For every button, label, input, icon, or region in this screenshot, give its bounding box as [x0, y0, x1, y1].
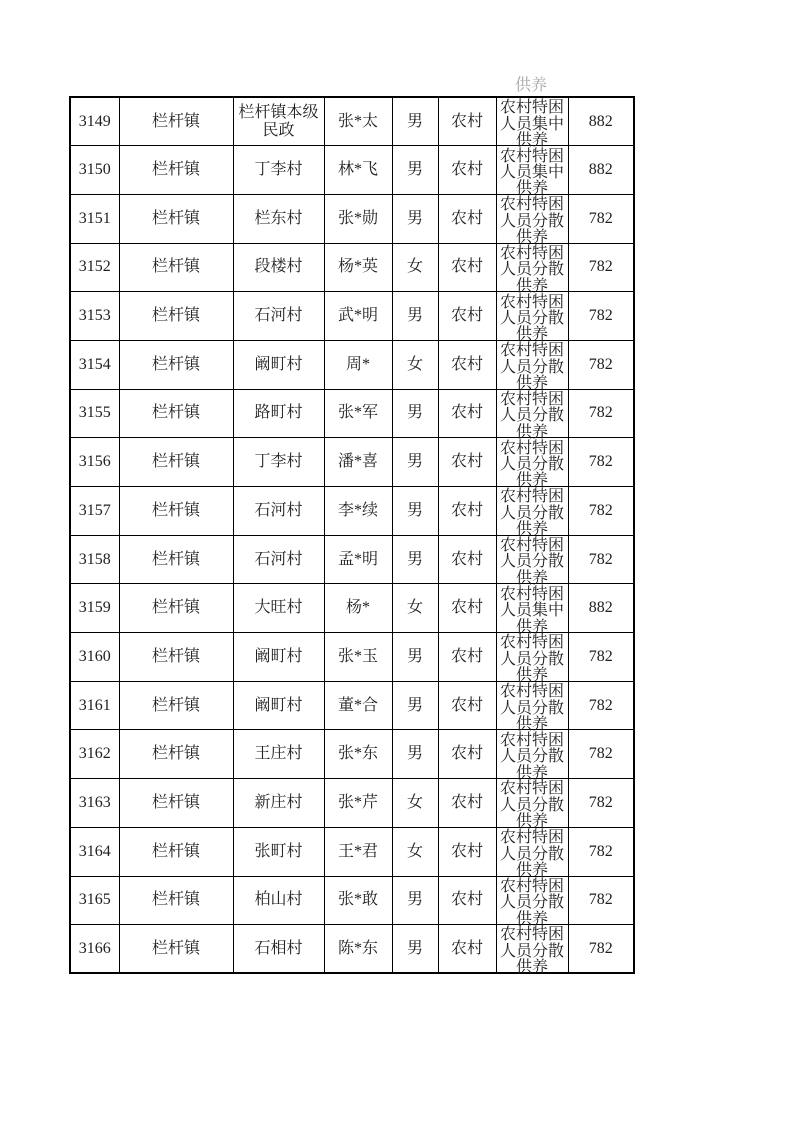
- table-row: [70, 876, 634, 925]
- cell-sequence-number: 3153: [70, 292, 119, 341]
- cell-person-name: 王*君: [324, 827, 392, 876]
- cell-sequence-number: 3156: [70, 438, 119, 487]
- cell-area-type: 农村: [438, 535, 496, 584]
- table-row: [70, 97, 634, 146]
- cell-person-name: 杨*: [324, 584, 392, 633]
- cell-person-name: 周*: [324, 340, 392, 389]
- cell-sequence-number: 3155: [70, 389, 119, 438]
- cell-gender: 男: [392, 194, 438, 243]
- cell-village-or-unit: 栏杆镇本级民政: [233, 97, 324, 146]
- cell-assistance-category: [496, 827, 568, 879]
- cell-amount: 782: [568, 340, 634, 389]
- assistance-category-text: 农村特困人员分散供养: [499, 293, 564, 344]
- cell-gender: 男: [392, 389, 438, 438]
- cell-area-type: 农村: [438, 389, 496, 438]
- table-row: [70, 925, 634, 974]
- cell-gender: 男: [392, 876, 438, 925]
- table-row: [70, 730, 634, 779]
- cell-person-name: 武*明: [324, 292, 392, 341]
- cell-town: 栏杆镇: [119, 925, 233, 974]
- cell-area-type: 农村: [438, 438, 496, 487]
- cell-person-name: 陈*东: [324, 925, 392, 974]
- cell-village-or-unit: 新庄村: [233, 779, 324, 828]
- cell-assistance-category: [496, 876, 568, 928]
- cell-gender: 男: [392, 633, 438, 682]
- clipped-text-remnant: [495, 77, 567, 95]
- cell-village-or-unit: 阚町村: [233, 633, 324, 682]
- table-row: [70, 779, 634, 828]
- assistance-category-text: 农村特困人员集中供养: [499, 99, 564, 149]
- cell-amount: 782: [568, 292, 634, 341]
- cell-person-name: 林*飞: [324, 146, 392, 195]
- cell-amount: 782: [568, 779, 634, 828]
- cell-amount: 782: [568, 925, 634, 974]
- cell-town: 栏杆镇: [119, 584, 233, 633]
- cell-village-or-unit: 石河村: [233, 535, 324, 584]
- cell-person-name: 张*芹: [324, 779, 392, 828]
- cell-town: 栏杆镇: [119, 535, 233, 584]
- cell-gender: 男: [392, 438, 438, 487]
- cell-area-type: 农村: [438, 292, 496, 341]
- assistance-category-text: 农村特困人员分散供养: [499, 926, 564, 977]
- cell-town: 栏杆镇: [119, 633, 233, 682]
- cell-gender: 男: [392, 681, 438, 730]
- assistance-category-text: 农村特困人员分散供养: [499, 439, 564, 490]
- table-row: [70, 681, 634, 730]
- cell-area-type: 农村: [438, 925, 496, 974]
- cell-assistance-category: [496, 243, 568, 295]
- cell-area-type: 农村: [438, 827, 496, 876]
- cell-person-name: 张*勋: [324, 194, 392, 243]
- cell-gender: 男: [392, 730, 438, 779]
- cell-gender: 男: [392, 97, 438, 146]
- cell-sequence-number: 3154: [70, 340, 119, 389]
- assistance-category-text: 农村特困人员分散供养: [499, 877, 564, 928]
- cell-village-or-unit: 柏山村: [233, 876, 324, 925]
- cell-gender: 男: [392, 535, 438, 584]
- cell-person-name: 潘*喜: [324, 438, 392, 487]
- cell-town: 栏杆镇: [119, 97, 233, 146]
- cell-gender: 女: [392, 243, 438, 292]
- cell-assistance-category: [496, 487, 568, 539]
- table-row: [70, 535, 634, 584]
- cell-gender: 男: [392, 487, 438, 536]
- cell-area-type: 农村: [438, 779, 496, 828]
- cell-village-or-unit: 王庄村: [233, 730, 324, 779]
- cell-area-type: 农村: [438, 633, 496, 682]
- cell-assistance-category: [496, 97, 568, 149]
- assistance-category-text: 农村特困人员分散供养: [499, 634, 564, 685]
- table-row: [70, 292, 634, 341]
- cell-amount: 782: [568, 194, 634, 243]
- cell-assistance-category: [496, 292, 568, 344]
- cell-assistance-category: [496, 633, 568, 685]
- cell-town: 栏杆镇: [119, 389, 233, 438]
- cell-village-or-unit: 丁李村: [233, 146, 324, 195]
- assistance-category-text: 农村特困人员分散供养: [499, 244, 564, 295]
- cell-gender: 男: [392, 146, 438, 195]
- cell-assistance-category: [496, 730, 568, 782]
- table-row: [70, 584, 634, 633]
- cell-person-name: 杨*英: [324, 243, 392, 292]
- cell-assistance-category: [496, 584, 568, 636]
- table-row: [70, 340, 634, 389]
- cell-sequence-number: 3150: [70, 146, 119, 195]
- cell-town: 栏杆镇: [119, 438, 233, 487]
- cell-area-type: 农村: [438, 97, 496, 146]
- cell-person-name: 张*军: [324, 389, 392, 438]
- cell-town: 栏杆镇: [119, 779, 233, 828]
- cell-assistance-category: [496, 389, 568, 441]
- cell-amount: 882: [568, 584, 634, 633]
- cell-town: 栏杆镇: [119, 876, 233, 925]
- cell-person-name: 李*续: [324, 487, 392, 536]
- table-row: [70, 146, 634, 195]
- cell-assistance-category: [496, 340, 568, 393]
- assistance-category-text: 农村特困人员分散供养: [499, 731, 564, 782]
- cell-town: 栏杆镇: [119, 827, 233, 876]
- cell-village-or-unit: 路町村: [233, 389, 324, 438]
- cell-amount: 782: [568, 438, 634, 487]
- cell-sequence-number: 3149: [70, 97, 119, 146]
- table-row: [70, 243, 634, 292]
- cell-village-or-unit: 大旺村: [233, 584, 324, 633]
- assistance-category-text: 农村特困人员分散供养: [499, 537, 564, 587]
- cell-person-name: 张*东: [324, 730, 392, 779]
- table-row: [70, 633, 634, 682]
- cell-amount: 782: [568, 730, 634, 779]
- cell-town: 栏杆镇: [119, 340, 233, 389]
- cell-sequence-number: 3151: [70, 194, 119, 243]
- cell-amount: 782: [568, 633, 634, 682]
- cell-gender: 女: [392, 584, 438, 633]
- cell-town: 栏杆镇: [119, 292, 233, 341]
- cell-assistance-category: [496, 779, 568, 831]
- cell-sequence-number: 3164: [70, 827, 119, 876]
- assistance-category-text: 农村特困人员分散供养: [499, 780, 564, 831]
- cell-gender: 男: [392, 925, 438, 974]
- cell-person-name: 张*敢: [324, 876, 392, 925]
- cell-town: 栏杆镇: [119, 730, 233, 779]
- cell-person-name: 张*太: [324, 97, 392, 146]
- cell-sequence-number: 3162: [70, 730, 119, 779]
- table-row: [70, 487, 634, 536]
- assistance-category-text: 农村特困人员分散供养: [499, 342, 564, 393]
- cell-sequence-number: 3158: [70, 535, 119, 584]
- cell-town: 栏杆镇: [119, 681, 233, 730]
- cell-town: 栏杆镇: [119, 194, 233, 243]
- cell-village-or-unit: 石河村: [233, 487, 324, 536]
- assistance-category-text: 农村特困人员分散供养: [499, 829, 564, 879]
- cell-amount: 882: [568, 146, 634, 195]
- cell-sequence-number: 3157: [70, 487, 119, 536]
- cell-area-type: 农村: [438, 487, 496, 536]
- cell-sequence-number: 3161: [70, 681, 119, 730]
- clipped-text-remnant-label: 供养: [514, 77, 547, 94]
- cell-village-or-unit: 阚町村: [233, 681, 324, 730]
- cell-area-type: 农村: [438, 340, 496, 389]
- cell-village-or-unit: 石相村: [233, 925, 324, 974]
- cell-area-type: 农村: [438, 146, 496, 195]
- cell-assistance-category: [496, 194, 568, 247]
- cell-gender: 女: [392, 827, 438, 876]
- cell-amount: 782: [568, 681, 634, 730]
- cell-area-type: 农村: [438, 584, 496, 633]
- assistance-category-text: 农村特困人员分散供养: [499, 488, 564, 539]
- cell-town: 栏杆镇: [119, 146, 233, 195]
- cell-person-name: 张*玉: [324, 633, 392, 682]
- cell-area-type: 农村: [438, 243, 496, 292]
- cell-amount: 882: [568, 97, 634, 146]
- cell-person-name: 董*合: [324, 681, 392, 730]
- cell-area-type: 农村: [438, 876, 496, 925]
- cell-village-or-unit: 张町村: [233, 827, 324, 876]
- cell-sequence-number: 3166: [70, 925, 119, 974]
- cell-sequence-number: 3160: [70, 633, 119, 682]
- cell-sequence-number: 3152: [70, 243, 119, 292]
- cell-assistance-category: [496, 146, 568, 198]
- cell-sequence-number: 3159: [70, 584, 119, 633]
- cell-town: 栏杆镇: [119, 243, 233, 292]
- cell-amount: 782: [568, 535, 634, 584]
- cell-amount: 782: [568, 243, 634, 292]
- cell-amount: 782: [568, 487, 634, 536]
- cell-village-or-unit: 石河村: [233, 292, 324, 341]
- assistance-category-text: 农村特困人员分散供养: [499, 683, 564, 733]
- cell-village-or-unit: 段楼村: [233, 243, 324, 292]
- cell-area-type: 农村: [438, 681, 496, 730]
- cell-person-name: 孟*明: [324, 535, 392, 584]
- cell-sequence-number: 3165: [70, 876, 119, 925]
- cell-assistance-category: [496, 438, 568, 490]
- cell-area-type: 农村: [438, 194, 496, 243]
- cell-gender: 男: [392, 292, 438, 341]
- cell-area-type: 农村: [438, 730, 496, 779]
- cell-village-or-unit: 栏东村: [233, 194, 324, 243]
- table-row: [70, 438, 634, 487]
- assistance-category-text: 农村特困人员集中供养: [499, 585, 564, 636]
- table-row: [70, 389, 634, 438]
- welfare-payment-table: [69, 96, 635, 977]
- cell-village-or-unit: 阚町村: [233, 340, 324, 389]
- cell-assistance-category: [496, 681, 568, 733]
- cell-assistance-category: [496, 535, 568, 587]
- cell-amount: 782: [568, 389, 634, 438]
- assistance-category-text: 农村特困人员分散供养: [499, 196, 564, 247]
- cell-sequence-number: 3163: [70, 779, 119, 828]
- cell-amount: 782: [568, 876, 634, 925]
- assistance-category-text: 农村特困人员分散供养: [499, 390, 564, 441]
- cell-village-or-unit: 丁李村: [233, 438, 324, 487]
- table-body: [70, 97, 634, 977]
- assistance-category-text: 农村特困人员集中供养: [499, 147, 564, 198]
- cell-gender: 女: [392, 779, 438, 828]
- cell-gender: 女: [392, 340, 438, 389]
- table-row: [70, 194, 634, 243]
- cell-amount: 782: [568, 827, 634, 876]
- cell-town: 栏杆镇: [119, 487, 233, 536]
- table-row: [70, 827, 634, 876]
- cell-assistance-category: [496, 925, 568, 977]
